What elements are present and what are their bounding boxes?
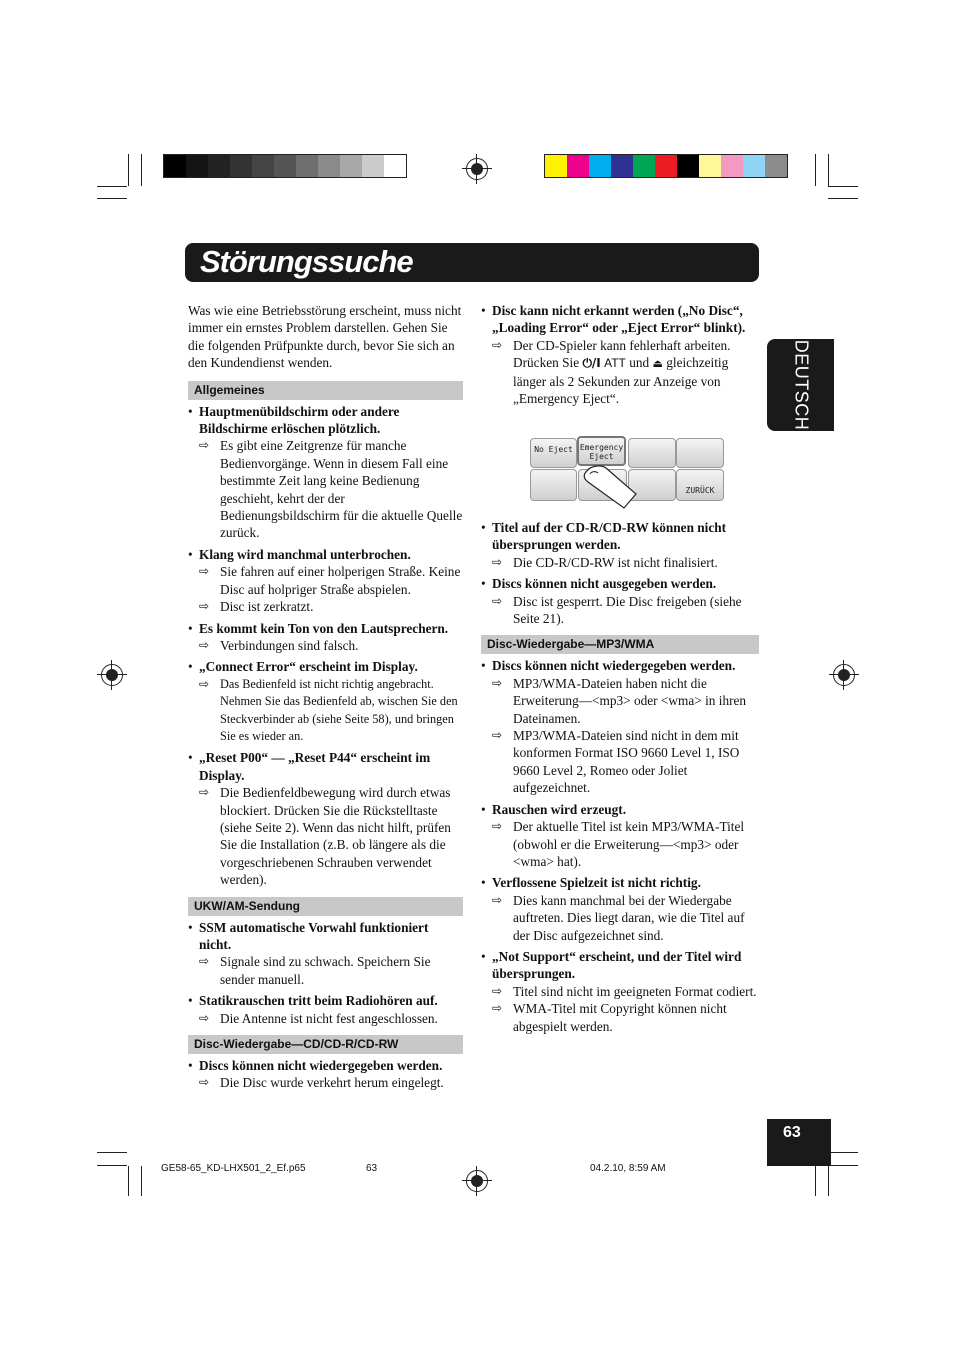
crop-mark [128, 154, 129, 186]
crop-mark [97, 1165, 127, 1166]
item-heading: Rauschen wird erzeugt. [492, 801, 627, 817]
list-item: • „Not Support“ erscheint, und der Titel wird übersprungen. ⇨ Titel sind nicht im geeigneten Format codiert. ⇨ WMA-Titel mit Copyright können nicht abgespielt werden. [481, 948, 759, 1035]
registration-mark-icon [101, 664, 123, 686]
arrow-icon: ⇨ [492, 892, 503, 907]
item-solution: ⇨ Die Disc wurde verkehrt herum eingelegt. [199, 1075, 444, 1091]
list-item: • Discs können nicht wiedergegeben werden. ⇨ Die Disc wurde verkehrt herum eingelegt. [188, 1057, 463, 1092]
item-solution: ⇨ Die Antenne ist nicht fest angeschlossen. [199, 1010, 438, 1026]
page-number-box [767, 1119, 831, 1166]
crop-mark [815, 154, 816, 186]
item-heading: Klang wird manchmal unterbrochen. [199, 546, 411, 562]
crop-mark [97, 1152, 127, 1153]
crop-mark [815, 1166, 816, 1196]
registration-mark-icon [833, 664, 855, 686]
back-button[interactable]: ZURÜCK [676, 469, 724, 501]
crop-mark [97, 186, 127, 187]
item-solution: ⇨ Die CD-R/CD-RW ist nicht finalisiert. [492, 554, 718, 570]
right-column-bottom [481, 519, 759, 1035]
item-solution: ⇨ MP3/WMA-Dateien haben nicht die Erweiterung—<mp3> oder <wma> in ihren Dateinamen. [492, 675, 747, 726]
item-heading: „Reset P00“ — „Reset P44“ erscheint im Display. [199, 750, 431, 783]
footer-date: 04.2.10, 8:59 AM [590, 1163, 666, 1174]
list-item: • Klang wird manchmal unterbrochen. ⇨ Sie fahren auf einer holperigen Straße. Keine Disc auf holpriger Straße abspielen. ⇨ Disc ist zerkratzt. [188, 546, 463, 616]
list-item: • Es kommt kein Ton von den Lautsprechern. ⇨ Verbindungen sind falsch. [188, 620, 463, 655]
language-tab-label: DEUTSCH [791, 339, 811, 431]
crop-mark [831, 1165, 858, 1166]
section-heading: UKW/AM-Sendung [188, 897, 463, 916]
item-heading: Disc kann nicht erkannt werden („No Disc“, „Loading Error“ oder „Eject Error“ blinkt). [492, 303, 746, 336]
arrow-icon: ⇨ [199, 637, 210, 652]
arrow-icon: ⇨ [199, 438, 210, 453]
list-item: • Rauschen wird erzeugt. ⇨ Der aktuelle Titel ist kein MP3/WMA-Titel (obwohl er die Erweiterung—<mp3> oder <wma> hat). [481, 801, 759, 871]
item-solution: ⇨ Der aktuelle Titel ist kein MP3/WMA-Titel (obwohl er die Erweiterung—<mp3> oder <wma> hat). [492, 819, 745, 869]
arrow-icon: ⇨ [199, 1010, 210, 1025]
item-solution: ⇨ Sie fahren auf einer holperigen Straße. Keine Disc auf holpriger Straße abspielen. [199, 564, 461, 597]
item-solution: ⇨ Das Bedienfeld ist nicht richtig angebracht. Nehmen Sie das Bedienfeld ab, wischen Sie den Steckverbinder ab (siehe Seite 58), und bringen Sie es wieder an. [199, 676, 458, 743]
item-solution: ⇨ WMA-Titel mit Copyright können nicht abgespielt werden. [492, 1001, 727, 1034]
item-heading: Statikrauschen tritt beim Radiohören auf. [199, 993, 438, 1009]
item-solution: ⇨ Signale sind zu schwach. Speichern Sie sender manuell. [199, 954, 431, 987]
no-eject-button[interactable]: No Eject [530, 438, 577, 468]
footer-page: 63 [366, 1163, 378, 1174]
list-item: • Statikrauschen tritt beim Radiohören auf. ⇨ Die Antenne ist nicht fest angeschlossen. [188, 992, 463, 1027]
crop-mark [128, 1166, 129, 1196]
list-item: • Discs können nicht wiedergegeben werden. ⇨ MP3/WMA-Dateien haben nicht die Erweiterung—<mp3> oder <wma> in ihren Dateinamen. ⇨ MP3/WMA-Dateien sind nicht in dem mit konformen Format ISO 9660 Level 1, ISO 9660 Level 2, Romeo oder Joliet aufgezeichnet. [481, 657, 759, 796]
item-heading: SSM automatische Vorwahl funktioniert nicht. [199, 919, 429, 952]
crop-mark [828, 154, 829, 186]
item-heading: Hauptmenübildschirm oder andere Bildschirme erlöschen plötzlich. [199, 403, 400, 437]
arrow-icon: ⇨ [199, 599, 210, 614]
list-item: • Discs können nicht ausgegeben werden. ⇨ Disc ist gesperrt. Die Disc freigeben (siehe Seite 21). [481, 575, 759, 627]
registration-mark-icon [466, 158, 488, 180]
item-solution: ⇨ MP3/WMA-Dateien sind nicht in dem mit konformen Format ISO 9660 Level 1, ISO 9660 Level 2, Romeo oder Joliet aufgezeichnet. [492, 728, 740, 796]
item-solution: ⇨ Der CD-Spieler kann fehlerhaft arbeiten. Drücken Sie ⏻/I ATT und ⏏ gleichzeitig länger als 2 Sekunden zur Anzeige von „Emergency Eject“. [492, 337, 731, 407]
footer-file: GE58-65_KD-LHX501_2_Ef.p65 [161, 1163, 306, 1174]
crop-mark [97, 198, 127, 199]
list-item: • „Reset P00“ — „Reset P44“ erscheint im Display. ⇨ Die Bedienfeldbewegung wird durch etwas blockiert. Drücken Sie die Rückstelltaste (siehe Seite 2). Wenn das nicht hilft, prüfen Sie die Installation (z.B. ob längere als die vorgeschriebenen Schrauben verwendet werden). [188, 749, 463, 888]
item-solution: ⇨ Es gibt eine Zeitgrenze für manche Bedienvorgänge. Wenn in diesem Fall eine bestimmte Zeit lang keine Bedienung geschieht, kehrt der der Bedienungsbildschirm für die aktuelle Quelle zurück. [199, 438, 463, 541]
list-item: • Hauptmenübildschirm oder andere Bildschirme erlöschen plötzlich. ⇨ Es gibt eine Zeitgrenze für manche Bedienvorgänge. Wenn in diesem Fall eine bestimmte Zeit lang keine Bedienung geschieht, kehrt der der Bedienungsbildschirm für die aktuelle Quelle zurück. [188, 403, 463, 541]
item-solution: ⇨ Disc ist gesperrt. Die Disc freigeben (siehe Seite 21). [492, 593, 742, 627]
power-icon: ⏻/I [582, 356, 601, 371]
item-solution: ⇨ Verbindungen sind falsch. [199, 637, 359, 653]
page-title: Störungssuche [200, 244, 413, 279]
item-solution: ⇨ Dies kann manchmal bei der Wiedergabe auftreten. Dies liegt daran, wie die Titel auf der Disc aufgezeichnet sind. [492, 892, 745, 943]
item-solution: ⇨ Disc ist zerkratzt. [199, 599, 314, 615]
section-heading: Disc-Wiedergabe—CD/CD-R/CD-RW [188, 1035, 463, 1054]
arrow-icon: ⇨ [492, 728, 503, 743]
page-number: 63 [783, 1124, 801, 1141]
arrow-icon: ⇨ [492, 983, 503, 998]
list-item: • „Connect Error“ erscheint im Display. ⇨ Das Bedienfeld ist nicht richtig angebracht. Nehmen Sie das Bedienfeld ab, wischen Sie den Steckverbinder ab (siehe Seite 58), und bringen Sie es wieder an. [188, 658, 463, 745]
emergency-eject-button[interactable]: Emergency Eject [577, 436, 626, 466]
arrow-icon: ⇨ [492, 819, 503, 834]
item-heading: Titel auf der CD-R/CD-RW können nicht übersprungen werden. [492, 520, 727, 553]
gray-scale-bar [163, 154, 407, 178]
item-solution: ⇨ Die Bedienfeldbewegung wird durch etwas blockiert. Drücken Sie die Rückstelltaste (siehe Seite 2). Wenn das nicht hilft, prüfen Sie die Installation (z.B. ob längere als die vorgeschriebenen Schrauben verwendet werden). [199, 785, 451, 888]
arrow-icon: ⇨ [199, 954, 210, 969]
left-column [188, 302, 463, 1092]
item-heading: Verflossene Spielzeit ist nicht richtig. [492, 875, 701, 891]
arrow-icon: ⇨ [492, 554, 503, 569]
registration-mark-icon [466, 1170, 488, 1192]
list-item: • Verflossene Spielzeit ist nicht richtig. ⇨ Dies kann manchmal bei der Wiedergabe auftreten. Dies liegt daran, wie die Titel auf der Disc aufgezeichnet sind. [481, 874, 759, 944]
arrow-icon: ⇨ [199, 564, 210, 579]
eject-icon: ⏏ [652, 357, 663, 371]
item-solution: ⇨ Titel sind nicht im geeigneten Format codiert. [492, 983, 757, 999]
arrow-icon: ⇨ [492, 593, 503, 608]
emergency-eject-screen-illustration [530, 438, 724, 500]
arrow-icon: ⇨ [492, 675, 503, 690]
section-heading: Disc-Wiedergabe—MP3/WMA [481, 635, 759, 654]
item-heading: Discs können nicht wiedergegeben werden. [199, 1058, 443, 1074]
item-heading: Discs können nicht ausgegeben werden. [492, 576, 717, 592]
arrow-icon: ⇨ [199, 785, 210, 800]
item-heading: „Connect Error“ erscheint im Display. [199, 659, 418, 675]
att-button-label: ATT [604, 356, 626, 371]
crop-mark [828, 186, 858, 187]
crop-mark [141, 154, 142, 186]
item-heading: „Not Support“ erscheint, und der Titel wird übersprungen. [492, 948, 742, 982]
list-item: • SSM automatische Vorwahl funktioniert nicht. ⇨ Signale sind zu schwach. Speichern Sie sender manuell. [188, 919, 463, 989]
finger-icon [530, 438, 724, 500]
language-tab [767, 339, 834, 431]
crop-mark [831, 1152, 858, 1153]
crop-mark [828, 198, 858, 199]
item-heading: Discs können nicht wiedergegeben werden. [492, 658, 736, 674]
crop-mark [141, 1166, 142, 1196]
right-column-top [481, 302, 759, 407]
intro-text: Was wie eine Betriebsstörung erscheint, muss nicht immer ein ernstes Problem darstellen. Gehen Sie die folgenden Prüfpunkte durch, bevor Sie sich an den Kundendienst wenden. [188, 303, 462, 371]
color-bar [544, 154, 788, 178]
arrow-icon: ⇨ [199, 676, 210, 691]
title-bar [185, 243, 759, 282]
arrow-icon: ⇨ [492, 1001, 503, 1016]
crop-mark [828, 1166, 829, 1196]
list-item: • Titel auf der CD-R/CD-RW können nicht übersprungen werden. ⇨ Die CD-R/CD-RW ist nicht finalisiert. [481, 519, 759, 571]
section-heading: Allgemeines [188, 381, 463, 400]
list-item: • Disc kann nicht erkannt werden („No Disc“, „Loading Error“ oder „Eject Error“ blinkt). ⇨ Der CD-Spieler kann fehlerhaft arbeiten. Drücken Sie ⏻/I ATT und ⏏ gleichzeitig länger als 2 Sekunden zur Anzeige von „Emergency Eject“. [481, 302, 759, 407]
arrow-icon: ⇨ [199, 1075, 210, 1090]
item-heading: Es kommt kein Ton von den Lautsprechern. [199, 620, 449, 636]
arrow-icon: ⇨ [492, 337, 503, 352]
